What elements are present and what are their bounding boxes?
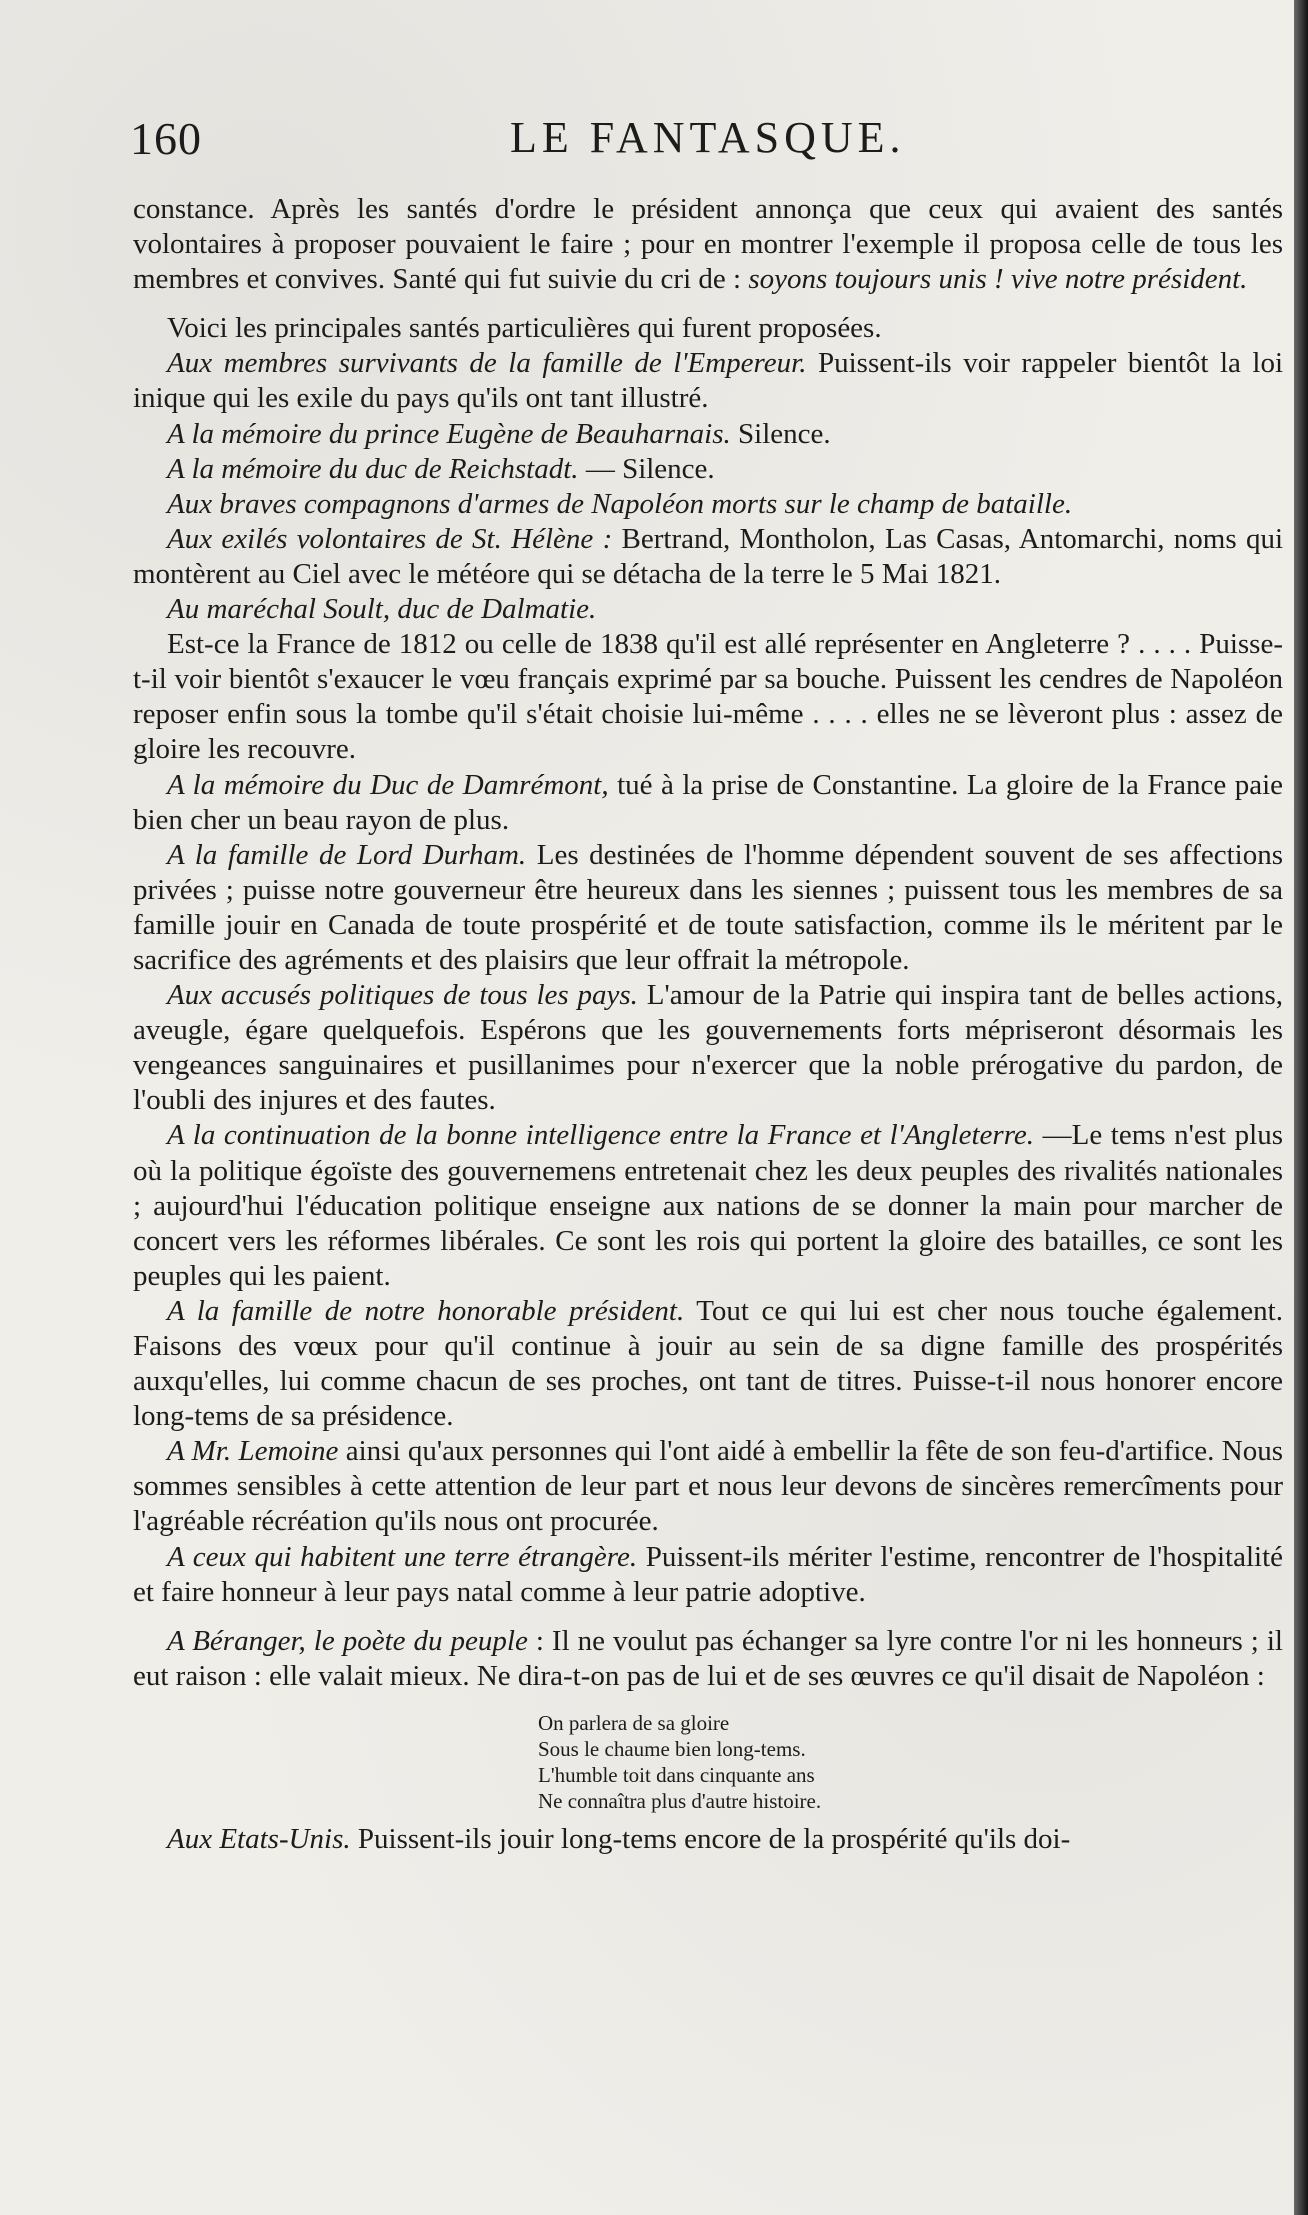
poem-line: Ne connaîtra plus d'autre histoire. [538, 1788, 822, 1813]
toast-text: — Silence. [585, 452, 715, 485]
toast-title: Aux accusés politiques de tous les pays. [167, 979, 638, 1012]
toast-text: : Il ne voulut pas échanger sa lyre contre l'or ni les honneurs ; il eut raison : elle valait mieux. Ne dira-t-on pas de lui et de ses œuvres ce qu'il disait de Napoléon : [133, 1624, 1283, 1692]
toast-title: Au maréchal Soult, duc de Dalmatie. [167, 593, 597, 626]
paragraph [133, 978, 1283, 1118]
toast-text: Puissent-ils voir rappeler bientôt la loi inique qui les exile du pays qu'ils ont tant illustré. [133, 347, 1283, 415]
toast-title: Aux membres survivants de la famille de l'Empereur. [167, 347, 807, 380]
toast-title: Aux Etats-Unis. [167, 1822, 351, 1855]
toast-title: soyons toujours unis ! vive notre président. [748, 263, 1248, 296]
page-number: 160 [130, 113, 202, 164]
toast-text: Puissent-ils jouir long-tems encore de la prospérité qu'ils doi- [357, 1822, 1071, 1855]
toast-text: L'amour de la Patrie qui inspira tant de belles actions, aveugle, égare quelquefois. Espérons que les gouvernements forts mépriseront désormais les vengeances sanguinaires et pusillanimes pour n'exercer que la noble prérogative du pardon, de l'oubli des injures et des fautes. [133, 979, 1283, 1117]
paragraph [133, 452, 1283, 487]
toast-title: A la mémoire du prince Eugène de Beauharnais. [167, 417, 731, 450]
body-text [133, 192, 1283, 1857]
toast-text: Les destinées de l'homme dépendent souvent de ses affections privées ; puisse notre gouverneur être heureux dans les siennes ; puissent tous les membres de sa famille jouir en Canada de toute prospérité et de toute satisfaction, comme ils le méritent par le sacrifice des agréments et des plaisirs que leur offrait la métropole. [133, 838, 1283, 976]
paragraph-text: Voici les principales santés particulières qui furent proposées. [167, 312, 882, 345]
paragraph [133, 346, 1283, 416]
toast-text: Silence. [738, 417, 831, 450]
toast-title: A la mémoire du Duc de Damrémont, [167, 768, 609, 801]
poem-quote [538, 1710, 1283, 1814]
paragraph [133, 1540, 1283, 1610]
toast-text: Tout ce qui lui est cher nous touche également. Faisons des vœux pour qu'il continue à jouir au sein de sa digne famille des prospérités auxqu'elles, lui comme chacun de ses proches, ont tant de titres. Puisse-t-il nous honorer encore long-tems de sa présidence. [133, 1294, 1283, 1433]
poem-line: L'humble toit dans cinquante ans [538, 1762, 815, 1787]
poem-line: On parlera de sa gloire [538, 1710, 730, 1735]
toast-title: A la famille de Lord Durham. [167, 838, 527, 871]
paragraph [133, 192, 1283, 297]
paragraph [133, 1624, 1283, 1694]
toast-title: A ceux qui habitent une terre étrangère. [167, 1540, 638, 1573]
paragraph-text: constance. Après les santés d'ordre le président annonça que ceux qui avaient des santés volontaires à proposer pouvaient le faire ; pour en montrer l'exemple il proposa celle de tous les membres et convives. Santé qui fut suivie du cri de : [133, 193, 1283, 296]
paragraph [133, 311, 1283, 346]
toast-title: A Mr. Lemoine [167, 1435, 339, 1468]
poem-line: Sous le chaume bien long-tems. [538, 1736, 806, 1761]
toast-text: ainsi qu'aux personnes qui l'ont aidé à embellir la fête de son feu-d'artifice. Nous sommes sensibles à cette attention de leur part et nous leur devons de sincères remercîments pour l'agréable récréation qu'ils nous ont procurée. [133, 1435, 1284, 1538]
paragraph [133, 522, 1283, 592]
paragraph [133, 592, 1283, 627]
paragraph [133, 1118, 1283, 1293]
toast-text: Puissent-ils mériter l'estime, rencontrer de l'hospitalité et faire honneur à leur pays natal comme à leur patrie adoptive. [133, 1540, 1283, 1608]
toast-text: Bertrand, Montholon, Las Casas, Antomarchi, noms qui montèrent au Ciel avec le météore qui se détacha de la terre le 5 Mai 1821. [133, 522, 1283, 590]
paragraph [133, 417, 1283, 452]
toast-text: —Le tems n'est plus où la politique égoïste des gouvernemens entretenait chez les deux peuples des rivalités nationales ; aujourd'hui l'éducation politique enseigne aux nations de se donner la main pour marcher de concert vers les réformes libérales. Ce sont les rois qui portent la gloire des batailles, ce sont les peuples qui les paient. [133, 1119, 1284, 1292]
paragraph [133, 487, 1283, 522]
paragraph [133, 1434, 1283, 1539]
toast-title: A la mémoire du duc de Reichstadt. [167, 452, 579, 485]
paragraph [133, 838, 1283, 978]
toast-title: Aux exilés volontaires de St. Hélène : [167, 522, 613, 555]
paragraph-text: Est-ce la France de 1812 ou celle de 1838 qu'il est allé représenter en Angleterre ? . . . . Puisse-t-il voir bientôt s'exaucer le vœu français exprimé par sa bouche. Puissent les cendres de Napoléon reposer enfin sous la tombe qu'il s'était choisie lui-même . . . . elles ne se lèveront plus : assez de gloire les recouvre. [133, 628, 1283, 766]
page-binding-edge [1294, 0, 1308, 2215]
paragraph [133, 1822, 1283, 1857]
page-header [130, 112, 1290, 172]
toast-text: tué à la prise de Constantine. La gloire de la France paie bien cher un beau rayon de plus. [133, 768, 1284, 836]
toast-title: Aux braves compagnons d'armes de Napoléon morts sur le champ de bataille. [167, 487, 1073, 520]
paragraph [133, 1294, 1283, 1434]
toast-title: A Béranger, le poète du peuple [167, 1624, 528, 1657]
paragraph [133, 627, 1283, 767]
toast-title: A la famille de notre honorable président. [167, 1294, 685, 1327]
toast-title: A la continuation de la bonne intelligence entre la France et l'Angleterre. [167, 1119, 1035, 1152]
running-title: LE FANTASQUE. [510, 113, 906, 162]
paragraph [133, 768, 1283, 838]
